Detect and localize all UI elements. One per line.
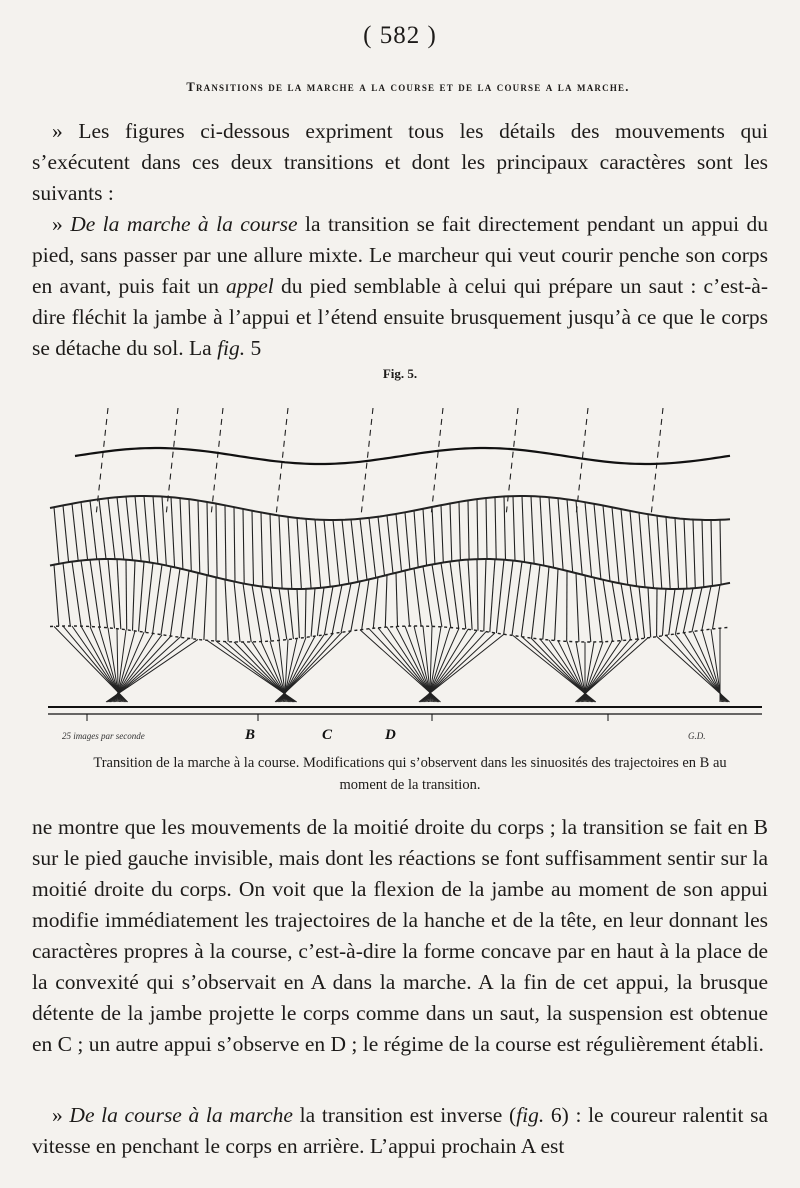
trunk-line [369, 518, 376, 578]
ground-ticks [87, 714, 608, 721]
thigh-line [585, 575, 591, 642]
shoulder-trajectory [50, 496, 730, 520]
trunk-line [387, 515, 393, 573]
trunk-line [288, 517, 292, 589]
dashed-guide-line [506, 408, 518, 516]
trunk-line [639, 513, 645, 588]
thigh-line [496, 560, 504, 633]
thigh-line [72, 562, 81, 627]
trunk-line [207, 502, 208, 576]
trunk-line [432, 507, 435, 564]
thigh-line [252, 585, 262, 642]
thigh-line [405, 571, 410, 627]
paragraph-run-to-walk [32, 1100, 768, 1162]
paragraph-lead: » [52, 1103, 70, 1127]
thigh-line [662, 589, 666, 636]
dashed-guide-line [166, 408, 178, 516]
trunk-line [261, 512, 263, 586]
italic-heading-run-to-walk: De la course à la marche [69, 1103, 293, 1127]
thigh-line [270, 588, 279, 641]
thigh-line [99, 559, 108, 628]
thigh-line [441, 563, 451, 628]
trunk-line [180, 498, 183, 569]
thigh-line [324, 586, 333, 635]
trunk-line [468, 500, 469, 559]
trunk-line [189, 499, 191, 571]
thigh-line [297, 589, 299, 638]
thigh-line [63, 563, 70, 626]
thigh-line [288, 589, 293, 639]
trunk-line [315, 520, 321, 588]
trunk-line [126, 497, 133, 561]
thigh-line [484, 559, 486, 631]
trunk-line [585, 502, 592, 577]
thigh-line [576, 573, 579, 642]
thigh-line [225, 580, 228, 642]
thigh-line [432, 565, 442, 627]
trunk-line [333, 520, 340, 585]
paragraph-intro-text: » Les figures ci-dessous expriment tous les détails des mouvements qui s’exécutent dans ces deux transitions et dont les principaux caractères sont les suivants : [32, 119, 768, 205]
trunk-line [162, 497, 166, 566]
page-number: ( 582 ) [363, 22, 437, 49]
paragraph-explanation-text: ne montre que les mouvements de la moitié droite du corps ; la transition se fait en B sur le pied gauche invisible, mais dont les réactions se font suffisamment sentir sur la moitié droite du corps. On voit que la flexion de la jambe au moment de son appui modifie immédiatement les trajectoires de la hanche et de la tête, en leur donnant les caractères propres à la course, c’est-à-dire la forme concave par en haut à la place de la convexité qui s’observait en A dans la marche. A la fin de cet appui, la brusque détente de la jambe projette le corps comme dans un saut, la suspension est obtenue en C ; un autre appui s’observe en D ; le régime de la course est régulièrement établi. [32, 815, 768, 1056]
trunk-line [396, 514, 402, 572]
trunk-line [576, 501, 582, 575]
thigh-line [459, 560, 466, 629]
thigh-line [317, 588, 324, 636]
trunk-line [216, 504, 217, 578]
trunk-line [621, 509, 628, 585]
italic-fig-ref: fig. [516, 1103, 545, 1127]
trunk-line [234, 507, 235, 582]
figure-caption: Transition de la marche à la course. Modifications qui s’observent dans les sinuosités des trajectoires en B au moment de la transition. [93, 755, 727, 793]
thigh-line [108, 559, 115, 628]
paragraph-explanation [32, 812, 768, 1060]
thigh-line [362, 579, 369, 629]
thigh-line [117, 559, 121, 629]
trunk-line [567, 499, 573, 572]
thigh-line [414, 568, 421, 626]
thigh-line [351, 581, 360, 631]
figure-letter-b: B [245, 727, 256, 743]
thigh-line [692, 587, 702, 631]
trunk-line [702, 520, 704, 587]
thigh-line [630, 585, 638, 639]
trunk-line [54, 507, 59, 564]
thigh-line [468, 560, 472, 630]
figure-label: Fig. 5. [382, 366, 418, 381]
paragraph-text: 6) : le coureur ralentit sa vitesse en penchant le corps en arrière. L’appui prochain A est [32, 1103, 769, 1158]
thigh-line [676, 589, 685, 634]
trunk-line [423, 509, 427, 566]
trunk-line [657, 516, 662, 589]
dashed-guide-line [651, 408, 663, 516]
thigh-line [261, 586, 271, 641]
trunk-line [108, 498, 115, 559]
trunk-line [603, 506, 610, 582]
trunk-line [153, 496, 158, 564]
thigh-line [450, 562, 459, 629]
trunk-line [144, 496, 150, 562]
thigh-line [504, 561, 513, 635]
thigh-line [54, 565, 59, 627]
thigh-line [305, 589, 306, 638]
thigh-line [621, 584, 631, 640]
lower-body-band [50, 559, 730, 642]
leg-lines [54, 626, 730, 702]
dashed-guide-line [211, 408, 223, 516]
running-head: Transitions de la marche a la course et de la course a la marche. [186, 80, 630, 94]
thigh-line [477, 559, 478, 631]
italic-fig-ref: fig. [217, 336, 246, 360]
trunk-line [306, 519, 311, 589]
trunk-line [378, 517, 385, 576]
figure-credit: G.D. [688, 731, 706, 741]
trunk-line [297, 518, 301, 589]
trunk-line [81, 502, 88, 560]
thigh-line [192, 573, 198, 639]
trunk-line [405, 512, 410, 569]
trunk-line [459, 502, 460, 560]
thigh-line [243, 583, 251, 642]
trunk-line [342, 520, 349, 584]
thigh-line [713, 585, 721, 629]
shank-line [576, 638, 649, 702]
dashed-guide-line [576, 408, 588, 516]
thigh-line [373, 577, 378, 628]
trunk-line [504, 497, 506, 560]
thigh-line [181, 571, 189, 638]
thigh-line [234, 582, 240, 643]
dashed-guide-line [431, 408, 443, 516]
knee-trajectory [50, 626, 730, 642]
thigh-line [532, 565, 540, 638]
thigh-line [332, 585, 342, 634]
trunk-line [684, 519, 687, 589]
trunk-line [441, 505, 443, 562]
trunk-line [135, 496, 141, 561]
thigh-line [153, 565, 162, 634]
trunk-line [666, 517, 670, 589]
thigh-line [311, 588, 315, 636]
trunk-line [531, 496, 534, 564]
figure-vertical-dashed-lines [96, 408, 663, 516]
trunk-line [558, 498, 563, 570]
trunk-line [594, 504, 601, 579]
trunk-line [171, 497, 175, 567]
trunk-line [540, 497, 544, 566]
italic-heading-walk-to-run: De la marche à la course [70, 212, 298, 236]
thigh-line [90, 560, 100, 627]
trunk-line [648, 514, 654, 588]
trunk-line [495, 497, 496, 559]
trunk-line [63, 505, 69, 562]
trunk-line [711, 520, 712, 586]
trunk-line [675, 518, 679, 589]
thigh-line [702, 586, 711, 630]
thigh-line [648, 588, 651, 638]
paragraph-walk-to-run [32, 209, 768, 364]
thigh-line [139, 562, 144, 632]
italic-appel: appel [226, 274, 274, 298]
trunk-line [252, 511, 254, 586]
trunk-line [72, 504, 78, 561]
thigh-line [126, 560, 127, 630]
thigh-line [603, 580, 613, 642]
trunk-line [549, 497, 554, 567]
thigh-line [543, 567, 549, 640]
thigh-line [612, 582, 622, 641]
thigh-line [555, 569, 558, 641]
thigh-line [204, 575, 207, 640]
figure-5-chronophotograph [40, 396, 770, 751]
thigh-line [145, 563, 153, 632]
thigh-line [521, 563, 531, 637]
trunk-line [630, 511, 637, 586]
paragraph-intro [32, 116, 768, 209]
trunk-line [198, 501, 200, 574]
thigh-line [669, 589, 675, 635]
paragraph-text: la transition se fait directement pendant un appui du pied, sans passer par une allure mixte. Le marcheur qui veut courir penche son corps en avant, puis fait un [32, 212, 769, 298]
trunk-line [225, 505, 226, 579]
trunk-line [450, 504, 452, 562]
figure-letter-c: C [322, 727, 333, 743]
thigh-line [639, 587, 645, 639]
thigh-line [683, 588, 693, 633]
thigh-line [170, 569, 180, 637]
trunk-line [351, 519, 358, 581]
trunk-line [324, 520, 330, 587]
figure-letter-d: D [385, 727, 396, 743]
trunk-line [99, 499, 106, 559]
trunk-line [486, 498, 487, 559]
thigh-line [81, 561, 91, 627]
thigh-line [161, 567, 171, 635]
trunk-line [90, 501, 97, 560]
thigh-line [133, 561, 136, 631]
trunk-line [360, 519, 367, 580]
trunk-line [117, 497, 124, 559]
trunk-line [279, 516, 282, 589]
paragraph-text: la transition est inverse ( [292, 1103, 517, 1127]
trunk-line [243, 509, 244, 584]
head-trajectory [75, 448, 730, 464]
paragraph-text: 5 [245, 336, 262, 360]
paragraph-lead: » [52, 212, 71, 236]
trunk-line [270, 514, 273, 588]
trunk-line [522, 496, 525, 562]
paragraph-text: du pied semblable à celui qui prépare un saut : c’est-à-dire fléchit la jambe à l’appui et l’étend ensuite brusquement jusqu’à ce que le corps se détache du sol. La [32, 274, 769, 360]
trunk-line [612, 507, 619, 583]
thigh-line [512, 562, 522, 636]
thigh-line [490, 559, 495, 632]
trunk-line [477, 499, 478, 559]
trunk-line [513, 496, 515, 561]
thigh-line [385, 575, 387, 627]
thigh-line [594, 578, 602, 642]
trunk-line [414, 511, 418, 568]
trunk-line [693, 520, 695, 589]
thigh-line [423, 566, 432, 626]
trunk-line [720, 520, 721, 585]
thigh-line [396, 573, 398, 627]
thigh-line [341, 583, 351, 632]
figure-scale-note: 25 images par seconde [62, 731, 145, 741]
thigh-line [279, 588, 287, 639]
